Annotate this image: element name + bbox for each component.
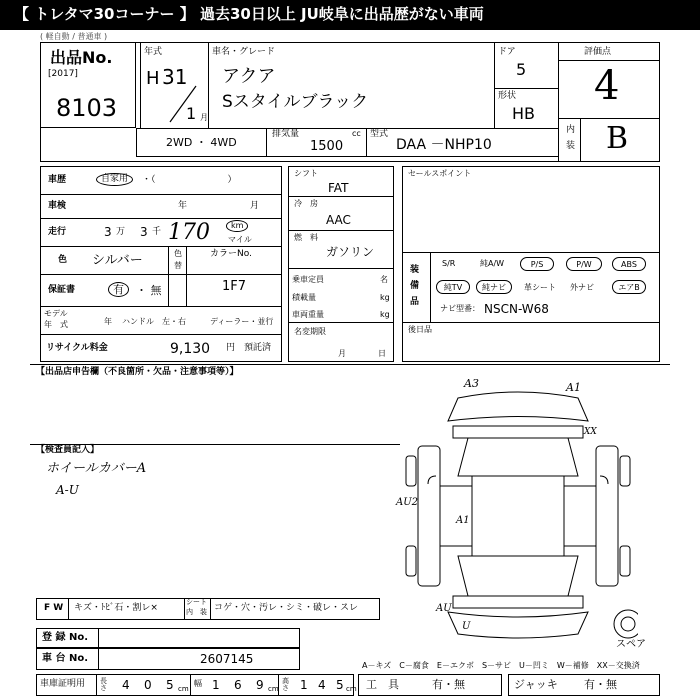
- score: 4: [594, 63, 620, 109]
- width-label: 幅: [194, 679, 202, 688]
- chassis-label: 車 台 No.: [42, 653, 89, 664]
- navi-model: NSCN-W68: [484, 302, 549, 316]
- handle-label: ハンドル 左・右: [122, 317, 186, 326]
- era: H: [146, 68, 160, 89]
- damage-a1-side: A1: [456, 515, 470, 526]
- garage-cert-label: 車庫証明用: [40, 679, 86, 689]
- mile-unit: マイル: [228, 235, 252, 244]
- spare-label: スペア: [616, 639, 646, 650]
- interior-score: B: [606, 121, 629, 156]
- damage-a1-rear: A1: [566, 381, 581, 394]
- body-label: 形状: [498, 91, 517, 101]
- fuel-value: ガソリン: [326, 245, 375, 259]
- length-label: 長さ: [100, 677, 107, 692]
- color-no: 1F7: [222, 279, 247, 294]
- km-unit: km: [226, 220, 248, 232]
- shift-value: FAT: [328, 181, 349, 195]
- inspection-month-label: 月: [250, 201, 260, 211]
- history-value: 自家用: [96, 173, 133, 186]
- car-name-label: 車名・グレード: [212, 47, 276, 57]
- history-rest: ・（ ）: [142, 175, 237, 185]
- fuel-label: 燃 料: [294, 233, 318, 242]
- capacity-unit: 名: [380, 275, 388, 284]
- history-label: 車歴: [48, 175, 67, 185]
- weight-label: 車両重量: [292, 310, 324, 319]
- inspection-year-label: 年: [178, 201, 188, 211]
- model-year-label: 年式: [144, 47, 163, 57]
- model-label-1: モデル: [44, 309, 68, 318]
- damage-u: U: [462, 621, 471, 632]
- inspector-line-2: A-U: [56, 483, 79, 497]
- warranty-rest: ・ 無: [136, 284, 162, 297]
- length-cm: cm: [178, 685, 189, 693]
- banner-text: 【 トレタマ30コーナー 】 過去30日以上 JU岐阜に出品歴がない車両: [14, 5, 484, 23]
- year-stamp: [2017]: [48, 69, 78, 79]
- seller-notes-label: 【出品店申告欄（不良箇所・欠品・注意事項等）】: [36, 367, 239, 377]
- name-change-month: 月: [338, 349, 346, 358]
- lot-label: 出品No.: [50, 48, 113, 67]
- sales-point-label: セールスポイント: [408, 169, 472, 178]
- width-cm: cm: [268, 685, 279, 693]
- mileage-label: 走行: [48, 227, 67, 237]
- equip-sr: S/R: [442, 259, 456, 268]
- lot-number: 8103: [56, 94, 118, 122]
- damage-legend: A－キズ C－腐食 E－エクボ S－サビ U－凹ミ W－補修 XX－交換済: [362, 661, 640, 670]
- damage-au: AU: [436, 603, 452, 614]
- damage-xx: XX: [584, 427, 597, 437]
- width-digit-2: 6: [234, 678, 242, 692]
- name-change-day: 日: [378, 349, 386, 358]
- model-code: DAA －NHP10: [396, 137, 492, 153]
- body: HB: [512, 104, 536, 123]
- recycle-value: 9,130: [170, 341, 211, 357]
- fw-label: F W: [44, 603, 64, 613]
- width-digit-3: 9: [256, 678, 264, 692]
- seat-items: コゲ・穴・汚レ・シミ・破レ・スレ: [214, 603, 359, 613]
- mileage-sen: 3: [140, 225, 148, 239]
- height-digit-1: 1: [300, 678, 308, 692]
- month-unit: 月: [200, 113, 208, 122]
- chassis-no: 2607145: [200, 652, 254, 666]
- doors: 5: [516, 60, 527, 79]
- equip-airbag: エアB: [612, 280, 646, 294]
- navi-label: ナビ型番：: [440, 304, 480, 313]
- ac-label: 冷 房: [294, 199, 318, 208]
- seat-label-1: シート: [186, 598, 207, 606]
- length-digit-2: 0: [144, 678, 152, 692]
- equip-leather: 革シート: [524, 283, 556, 292]
- equip-tv: 純TV: [436, 280, 470, 294]
- length-digit-1: 4: [122, 678, 130, 692]
- equip-ps: P/S: [520, 257, 554, 271]
- model-code-label: 型式: [370, 129, 389, 139]
- dealer-label: ディーラー・並行: [210, 317, 274, 326]
- color-change-label-2: 替: [174, 261, 182, 270]
- later-label: 後日品: [408, 325, 432, 334]
- recycle-label: リサイクル料金: [46, 343, 108, 353]
- score-label: 評価点: [584, 47, 612, 57]
- shift-label: シフト: [294, 169, 318, 178]
- inspector-label: 【検査員記入】: [36, 445, 100, 455]
- model-year-unit: 年: [104, 317, 112, 326]
- damage-au2: AU2: [396, 497, 419, 508]
- color-change-label-1: 色: [174, 249, 182, 258]
- sen-unit: 千: [152, 227, 162, 237]
- jack-label: ジャッキ: [514, 678, 558, 691]
- header-fragment: ( 軽自動 / 普通車 ): [40, 32, 108, 41]
- car-damage-diagram: [398, 376, 638, 646]
- load-unit: kg: [380, 293, 390, 302]
- displacement: 1500: [310, 139, 344, 154]
- warranty-label: 保証書: [48, 285, 76, 295]
- displacement-label: 排気量: [272, 129, 300, 139]
- car-name: アクア: [222, 66, 276, 87]
- equip-aw: 純A/W: [480, 259, 505, 268]
- equip-outer-navi: 外ナビ: [570, 283, 594, 292]
- tools-label: 工 具: [366, 678, 399, 691]
- details-left: [40, 166, 282, 362]
- name-change-label: 名変期限: [294, 327, 326, 336]
- recycle-note: 預託済: [244, 343, 272, 353]
- mileage-hand: 170: [168, 220, 210, 245]
- capacity-label: 乗車定員: [292, 275, 324, 284]
- seat-label-2: 内 装: [186, 608, 207, 616]
- cc-unit: cc: [352, 129, 361, 138]
- grade: Sスタイルブラック: [222, 92, 369, 112]
- inspector-line-1: ホイールカバーA: [46, 461, 147, 476]
- color-value: シルバー: [92, 253, 143, 268]
- drive-type: 2WD ・ 4WD: [166, 136, 237, 149]
- month: 1: [186, 104, 197, 123]
- equipment-label: 装備品: [410, 265, 420, 307]
- height-label: 高さ: [282, 677, 289, 692]
- registration-label: 登 録 No.: [42, 632, 89, 643]
- width-digit-1: 1: [212, 678, 220, 692]
- length-digit-3: 5: [166, 678, 174, 692]
- warranty-yes: 有: [108, 282, 129, 297]
- recycle-unit: 円: [226, 343, 236, 353]
- ac-value: AAC: [326, 213, 351, 227]
- height-cm: cm: [346, 685, 357, 693]
- interior-label-1: 内: [566, 125, 576, 135]
- equip-abs: ABS: [612, 257, 646, 271]
- height-digit-2: 4: [318, 678, 326, 692]
- load-label: 積載量: [292, 293, 316, 302]
- height-digit-3: 5: [336, 678, 344, 692]
- equip-navi: 純ナビ: [476, 280, 512, 294]
- weight-unit: kg: [380, 310, 390, 319]
- equip-pw: P/W: [566, 257, 602, 271]
- damage-a3: A3: [464, 377, 479, 390]
- inspection-label: 車検: [48, 201, 67, 211]
- tools-value: 有・無: [432, 678, 465, 691]
- interior-label-2: 装: [566, 141, 576, 151]
- man-unit: 万: [116, 227, 126, 237]
- color-label: 色: [58, 255, 68, 265]
- color-no-label: カラーNo.: [210, 249, 252, 259]
- year: 31: [162, 65, 188, 89]
- model-label-2: 年 式: [44, 320, 68, 329]
- mileage-man: 3: [104, 225, 112, 239]
- fw-items: キズ・ﾄﾋﾞ石・割レ×: [74, 603, 158, 613]
- doors-label: ドア: [498, 47, 516, 57]
- jack-value: 有・無: [584, 678, 617, 691]
